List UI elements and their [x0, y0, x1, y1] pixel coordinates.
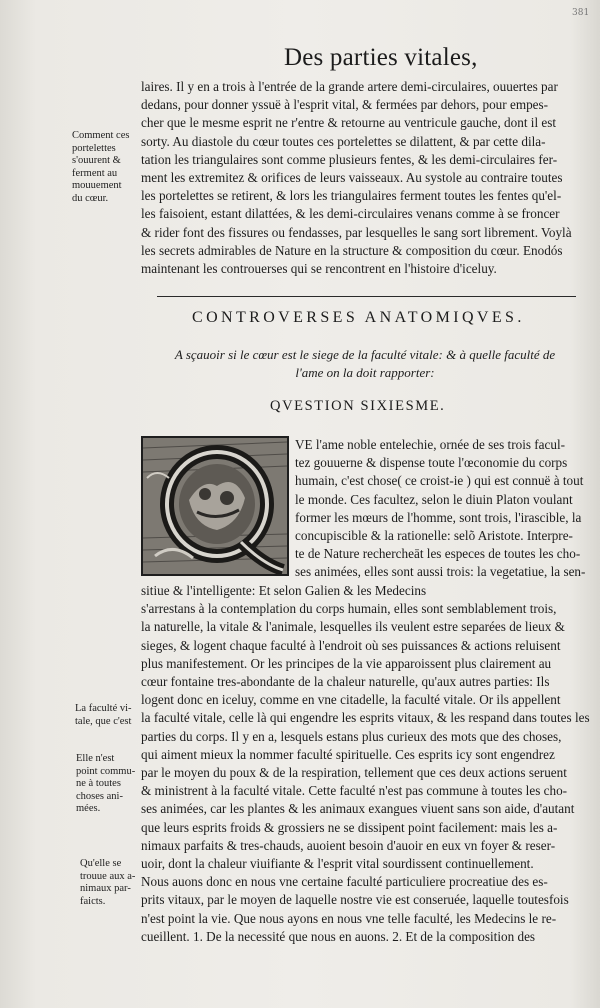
- paragraph-2: [141, 582, 592, 946]
- question-subtitle: [140, 346, 590, 382]
- text-line: maintenant les controuerses qui se rencontrent en l'histoire d'iceluy.: [141, 261, 497, 277]
- margin-note-line: Elle n'est: [76, 753, 115, 764]
- subtitle-line: l'ame on la doit rapporter:: [295, 365, 435, 380]
- text-line: cueillent. 1. De la necessité que nous en auons. 2. Et de la composition des: [141, 928, 536, 944]
- margin-note-line: point commu-: [76, 765, 136, 777]
- text-line: les portelettes se retirent, & lors les triangulaires ferment toutes les fentes qu'el-: [141, 188, 562, 204]
- text-line: la faculté vitale, celle là qui engendre les esprits vitaux, & les respand dans toutes les: [141, 710, 590, 726]
- text-line: qui aiment mieux la nommer faculté spirituelle. Ces esprits icy sont engendrez: [141, 746, 555, 762]
- text-line: plus manifestement. Or les principes de la vie apparoissent plus clairement au: [141, 655, 552, 671]
- text-line: & ministrent à la faculté vitale. Cette faculté n'est pas commune à toutes les cho-: [141, 783, 568, 799]
- text-line: ment les extremitez & orifices de leurs vaisseaux. Au systole au contraire toutes: [141, 170, 563, 186]
- subtitle-line: A sçauoir si le cœur est le siege de la faculté vitale: & à quelle faculté de: [174, 347, 556, 362]
- margin-note-line: portelettes: [72, 142, 116, 154]
- text-line: & rider font des fissures ou fendasses, par lesquelles le sang sort librement. Voylà: [141, 224, 572, 240]
- text-line: la naturelle, la vitale & l'animale, lesquelles ils veulent estre separées de lieux &: [141, 619, 565, 635]
- margin-note-line: Comment ces: [72, 130, 130, 141]
- text-line: concupiscible & la rationelle: selõ Aristote. Interpre-: [295, 528, 573, 544]
- text-line: sorty. Au diastole du cœur toutes ces portelettes se dilattent, & par cette dila-: [141, 133, 546, 149]
- margin-note-faculte-vitale: [75, 703, 132, 728]
- margin-note-point-commune: [76, 753, 135, 816]
- text-line: laires. Il y en a trois à l'entrée de la grande artere demi-circulaires, ouuertes par: [141, 79, 558, 94]
- text-line: nimaux parfaits & tres-chauds, auoient besoin d'auoir en eux vn foyer & reser-: [141, 837, 556, 853]
- text-line: prits vitaux, par le moyen de laquelle nostre vie est conseruée, laquelle toutesfois: [141, 892, 569, 908]
- text-line: n'est point la vie. Que nous ayons en nous vne telle faculté, les Medecins le re-: [141, 910, 557, 926]
- margin-note-line: du cœur.: [72, 192, 109, 204]
- text-line: par le moyen du poux & de la respiration, tellement que ces deux actions seruent: [141, 765, 567, 781]
- section-title: CONTROVERSES ANATOMIQVES.: [192, 309, 525, 326]
- text-line: Nous auons donc en nous vne certaine faculté particuliere procreatiue des es-: [141, 874, 548, 890]
- text-line: uoir, dont la chaleur viuifiante & l'esprit vital sourdissent continuellement.: [141, 856, 534, 872]
- running-head: Des parties vitales,: [284, 44, 478, 71]
- text-line: que leurs esprits froids & grossiers ne se dissipent point facilement: mais les a-: [141, 819, 558, 835]
- text-line: les secrets admirables de Nature en la structure & composition du cœur. Enodós: [141, 242, 563, 258]
- margin-note-line: ne à toutes: [76, 778, 121, 789]
- margin-note-portelettes: [72, 130, 129, 205]
- margin-note-line: nimaux par-: [80, 883, 131, 894]
- text-line: sitiue & l'intelligente: Et selon Galien & les Medecins: [141, 583, 427, 598]
- text-line: ses animées, elles sont aussi trois: la vegetatiue, la sen-: [295, 564, 586, 580]
- paragraph-1: [141, 78, 592, 278]
- margin-note-line: mouuement: [72, 180, 122, 191]
- margin-note-animaux-parfaicts: [80, 858, 135, 908]
- paragraph-2-opening: [295, 436, 591, 582]
- margin-note-line: tale, que c'est: [75, 715, 132, 727]
- text-line: former les mœurs de l'homme, sont trois, l'irascible, la: [295, 509, 582, 525]
- text-line: te de Nature rechercheāt les especes de toutes les cho-: [295, 546, 581, 562]
- text-line: logent donc en iceluy, comme en vne citadelle, la faculté vitale. Or ils appellent: [141, 692, 561, 708]
- text-line: cher que le mesme esprit ne r'entre & retourne au ventricule gauche, dont il est: [141, 115, 557, 131]
- margin-note-line: Qu'elle se: [80, 858, 122, 869]
- text-line: parties du corps. Il y en a, lesquels estans plus curieux des mots que des choses,: [141, 728, 562, 744]
- section-divider: [157, 296, 576, 297]
- margin-note-line: trouue aux a-: [80, 870, 136, 882]
- margin-note-line: faicts.: [80, 895, 106, 907]
- text-line: tation les triangulaires sont comme plusieurs fentes, & les demi-circulaires fer-: [141, 151, 558, 167]
- woodcut-initial-illustration: [143, 438, 287, 574]
- decorated-initial-q: [141, 436, 289, 576]
- margin-note-line: s'ouurent &: [72, 155, 121, 166]
- text-line: le monde. Ces facultez, selon le diuin Platon voulant: [295, 491, 573, 507]
- text-line: sieges, & logent chaque faculté à l'endroit où ses puissances & actions reluisent: [141, 637, 561, 653]
- text-line: dedans, pour donner yssuë à l'esprit vital, & fermées par dehors, pour empes-: [141, 97, 549, 113]
- question-title: QVESTION SIXIESME.: [270, 398, 446, 414]
- margin-note-line: mées.: [76, 803, 101, 814]
- margin-note-line: ferment au: [72, 167, 118, 179]
- margin-note-line: La faculté vi-: [75, 703, 132, 714]
- text-line: s'arrestans à la contemplation du corps humain, elles sont semblablement trois,: [141, 601, 557, 617]
- text-line: les faisoient, estant dilattées, & les demi-circulaires venans comme à se froncer: [141, 206, 560, 222]
- margin-note-line: choses ani-: [76, 790, 123, 802]
- text-line: VE l'ame noble entelechie, ornée de ses trois facul-: [295, 437, 566, 452]
- page-number: 381: [572, 8, 590, 18]
- text-line: cœur fontaine tres-abondante de la chaleur naturelle, qu'aux autres parties: Ils: [141, 674, 550, 690]
- text-line: tez gouuerne & dispense toute l'œconomie du corps: [295, 455, 568, 471]
- text-line: ses animées, car les plantes & les animaux exangues viuent sans son aide, d'autant: [141, 801, 575, 817]
- text-line: humain, c'est chose( ce croist-ie ) qui est connuë à tout: [295, 473, 584, 489]
